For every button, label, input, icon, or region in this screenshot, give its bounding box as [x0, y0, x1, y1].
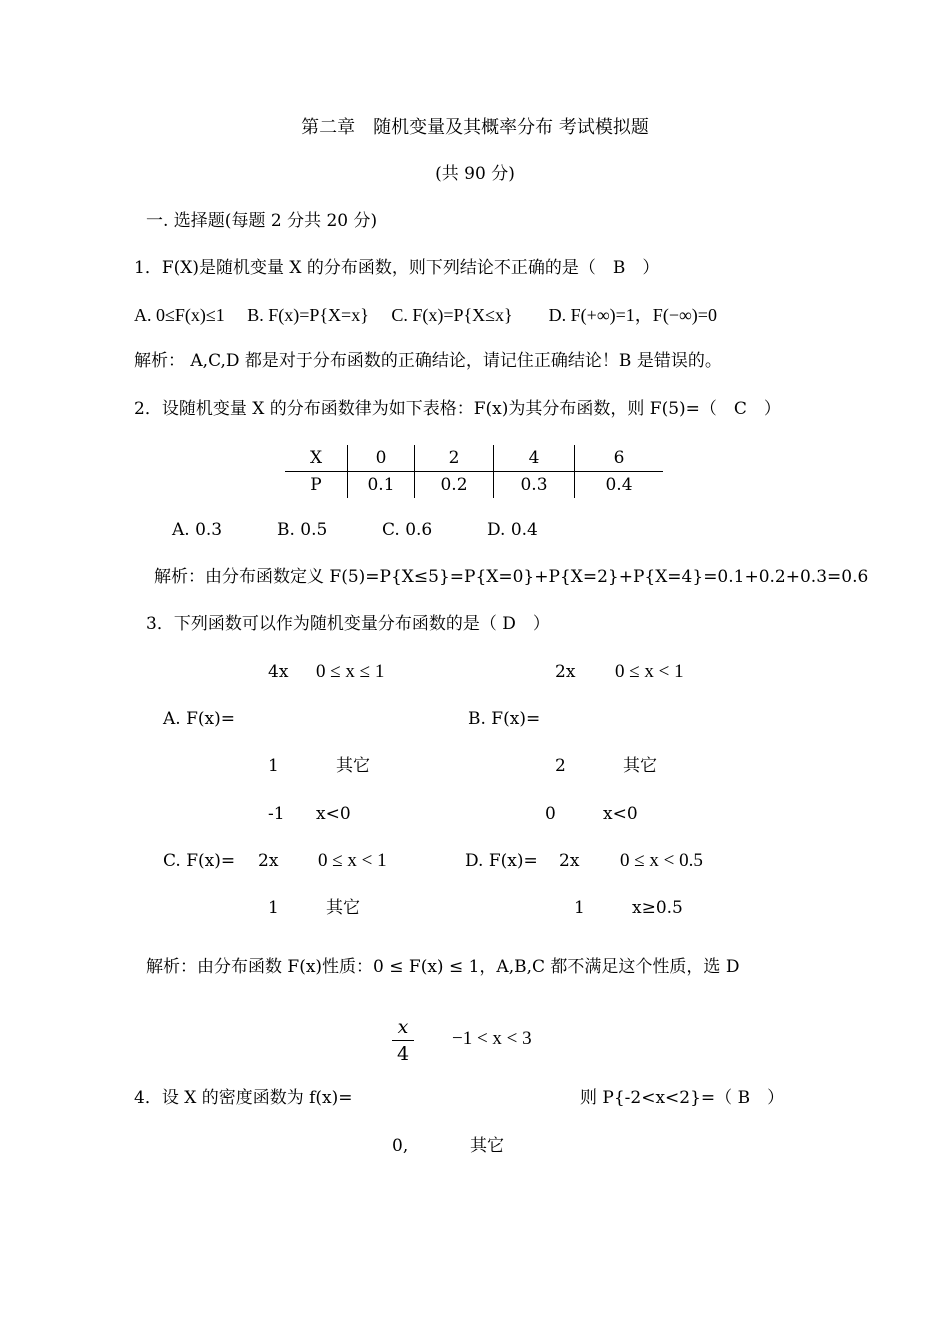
page-title: 第二章 随机变量及其概率分布 考试模拟题 — [301, 117, 649, 138]
q3-option-b-label: B. F(x)= — [468, 709, 541, 729]
table-row — [285, 445, 663, 472]
q3-a-row1-expr: 4x — [268, 662, 289, 682]
q4-other-value: 0, — [392, 1136, 409, 1156]
q2-option-a: A. 0.3 — [172, 520, 223, 540]
q3-option-d-label: D. F(x)= — [465, 851, 538, 871]
q3-d-row2-expr: 1 — [574, 898, 585, 918]
q3-a-row1-cond: 0 ≤ x ≤ 1 — [316, 661, 385, 682]
q3-d-row1-cond: 0 ≤ x < 0.5 — [620, 850, 703, 871]
q3-c-row1-expr: 2x — [258, 851, 279, 871]
q1-analysis: 解析： A,C,D 都是对于分布函数的正确结论，请记住正确结论！B 是错误的。 — [134, 351, 722, 371]
q3-option-a-label: A. F(x)= — [163, 709, 235, 729]
fraction-bar — [392, 1040, 414, 1041]
q3-c-row0-cond: x<0 — [316, 804, 351, 824]
q2-option-b: B. 0.5 — [277, 520, 328, 540]
q3-stem: 3．下列函数可以作为随机变量分布函数的是（ D ） — [146, 614, 550, 634]
q3-a-row2-expr: 1 — [268, 756, 279, 776]
table-cell: 2 — [415, 445, 494, 472]
q3-b-row2-expr: 2 — [555, 756, 566, 776]
q3-c-row1-cond: 0 ≤ x < 1 — [318, 850, 387, 871]
q3-d-row1-expr: 2x — [559, 851, 580, 871]
q3-b-row1-expr: 2x — [555, 662, 576, 682]
q4-fraction-numerator: x — [397, 1016, 409, 1038]
q3-d-row0-cond: x<0 — [603, 804, 638, 824]
q4-fraction-denominator: 4 — [396, 1043, 410, 1065]
q3-analysis: 解析：由分布函数 F(x)性质：0 ≤ F(x) ≤ 1，A,B,C 都不满足这个性质，选 D — [146, 957, 740, 977]
page-subtitle: (共 90 分) — [435, 164, 515, 184]
q3-d-row2-cond: x≥0.5 — [632, 898, 683, 918]
q3-d-row0-expr: 0 — [545, 804, 556, 824]
q3-c-row0-expr: -1 — [268, 804, 285, 824]
q4-stem: 4．设 X 的密度函数为 f(x)= — [134, 1088, 353, 1108]
q3-a-row2-cond: 其它 — [336, 756, 370, 776]
table-cell: P — [310, 475, 322, 495]
q1-options: A. 0≤F(x)≤1 B. F(x)=P{X=x} C. F(x)=P{X≤x} D. F(+∞)=1，F(−∞)=0 — [134, 305, 717, 325]
table-cell: 0.2 — [415, 472, 494, 499]
q2-option-c: C. 0.6 — [382, 520, 433, 540]
table-cell: 6 — [575, 445, 664, 472]
q3-b-row1-cond: 0 ≤ x < 1 — [615, 661, 684, 682]
table-cell: 0.4 — [575, 472, 664, 499]
q4-tail: 则 P{-2<x<2}=（ B ） — [580, 1088, 785, 1108]
table-cell: 0 — [348, 445, 415, 472]
q4-other-cond: 其它 — [470, 1136, 504, 1156]
q3-b-row2-cond: 其它 — [623, 756, 657, 776]
table-cell: 0.3 — [494, 472, 575, 499]
table-cell: X — [285, 445, 348, 472]
q2-option-d: D. 0.4 — [487, 520, 538, 540]
table-cell: 0.1 — [348, 472, 415, 499]
q3-c-row2-expr: 1 — [268, 898, 279, 918]
q3-option-c-label: C. F(x)= — [163, 851, 236, 871]
q1-stem: 1．F(X)是随机变量 X 的分布函数，则下列结论不正确的是（ B ） — [134, 258, 660, 278]
q3-c-row2-cond: 其它 — [326, 898, 360, 918]
q4-range: −1 < x < 3 — [452, 1028, 532, 1049]
q2-stem: 2．设随机变量 X 的分布函数律为如下表格：F(x)为其分布函数，则 F(5)=（ C ） — [134, 399, 781, 419]
table-row — [285, 472, 663, 499]
table-cell: 4 — [494, 445, 575, 472]
q4-fraction — [392, 1016, 414, 1065]
q2-analysis: 解析：由分布函数定义 F(5)=P{X≤5}=P{X=0}+P{X=2}+P{X=4}=0.1+0.2+0.3=0.6 — [154, 567, 869, 587]
section-heading: 一. 选择题(每题 2 分共 20 分) — [146, 211, 378, 231]
distribution-table — [285, 445, 663, 498]
